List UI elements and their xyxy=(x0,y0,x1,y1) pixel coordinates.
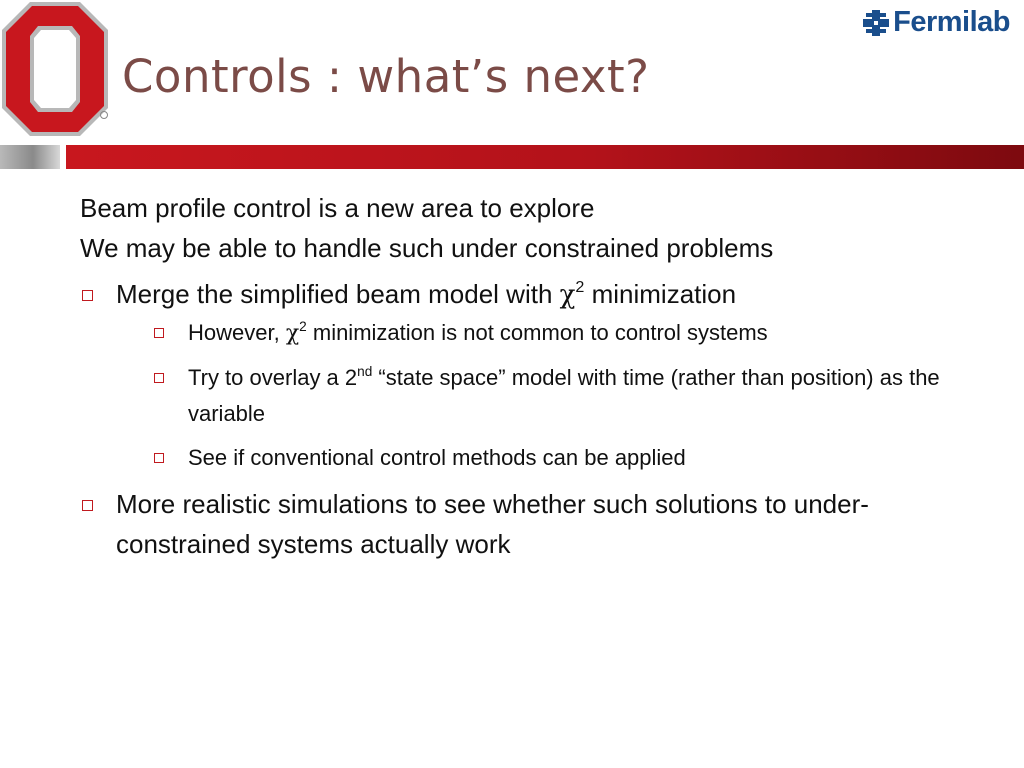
slide-title: Controls : what’s next? xyxy=(122,50,650,103)
fermilab-logo-text: Fermilab xyxy=(893,6,1010,38)
square-bullet-icon xyxy=(154,373,164,383)
bullet-text-pre: Merge the simplified beam model with xyxy=(116,279,560,309)
superscript: nd xyxy=(357,363,373,379)
intro-line-1: Beam profile control is a new area to explore xyxy=(80,193,595,223)
chi-symbol: χ xyxy=(285,321,300,346)
sub-bullet-list xyxy=(116,315,980,476)
sub-bullet-state-space xyxy=(152,360,980,432)
square-bullet-icon xyxy=(154,328,164,338)
intro-line-2: We may be able to handle such under constrained problems xyxy=(80,233,774,263)
square-bullet-icon xyxy=(154,453,164,463)
header-red-bar xyxy=(66,145,1024,169)
fermilab-logo-icon xyxy=(863,10,889,36)
sub-text-post: “state space” model with time (rather than position) as the variable xyxy=(188,365,940,426)
superscript: 2 xyxy=(575,278,585,297)
square-bullet-icon xyxy=(82,290,93,301)
bullet-merge-model xyxy=(80,274,980,476)
sub-text-post: minimization is not common to control systems xyxy=(306,320,768,345)
sub-text: See if conventional control methods can be applied xyxy=(188,445,686,470)
chi-symbol: χ xyxy=(559,280,576,310)
sub-bullet-chi2-not-common xyxy=(152,315,980,352)
bullet-list xyxy=(80,274,980,564)
block-o-logo-icon xyxy=(0,0,110,138)
sub-text-pre: Try to overlay a 2 xyxy=(188,365,358,390)
slide-body xyxy=(80,188,980,572)
square-bullet-icon xyxy=(82,500,93,511)
bullet-text: More realistic simulations to see whether such solutions to under-constrained systems actually work xyxy=(116,489,869,559)
fermilab-logo xyxy=(863,6,1010,39)
sub-bullet-conventional-control xyxy=(152,440,980,476)
header-gray-bar xyxy=(0,145,60,169)
bullet-realistic-simulations xyxy=(80,484,980,564)
sub-text-pre: However, xyxy=(188,320,286,345)
superscript: 2 xyxy=(299,318,307,334)
bullet-text-post: minimization xyxy=(584,279,737,309)
